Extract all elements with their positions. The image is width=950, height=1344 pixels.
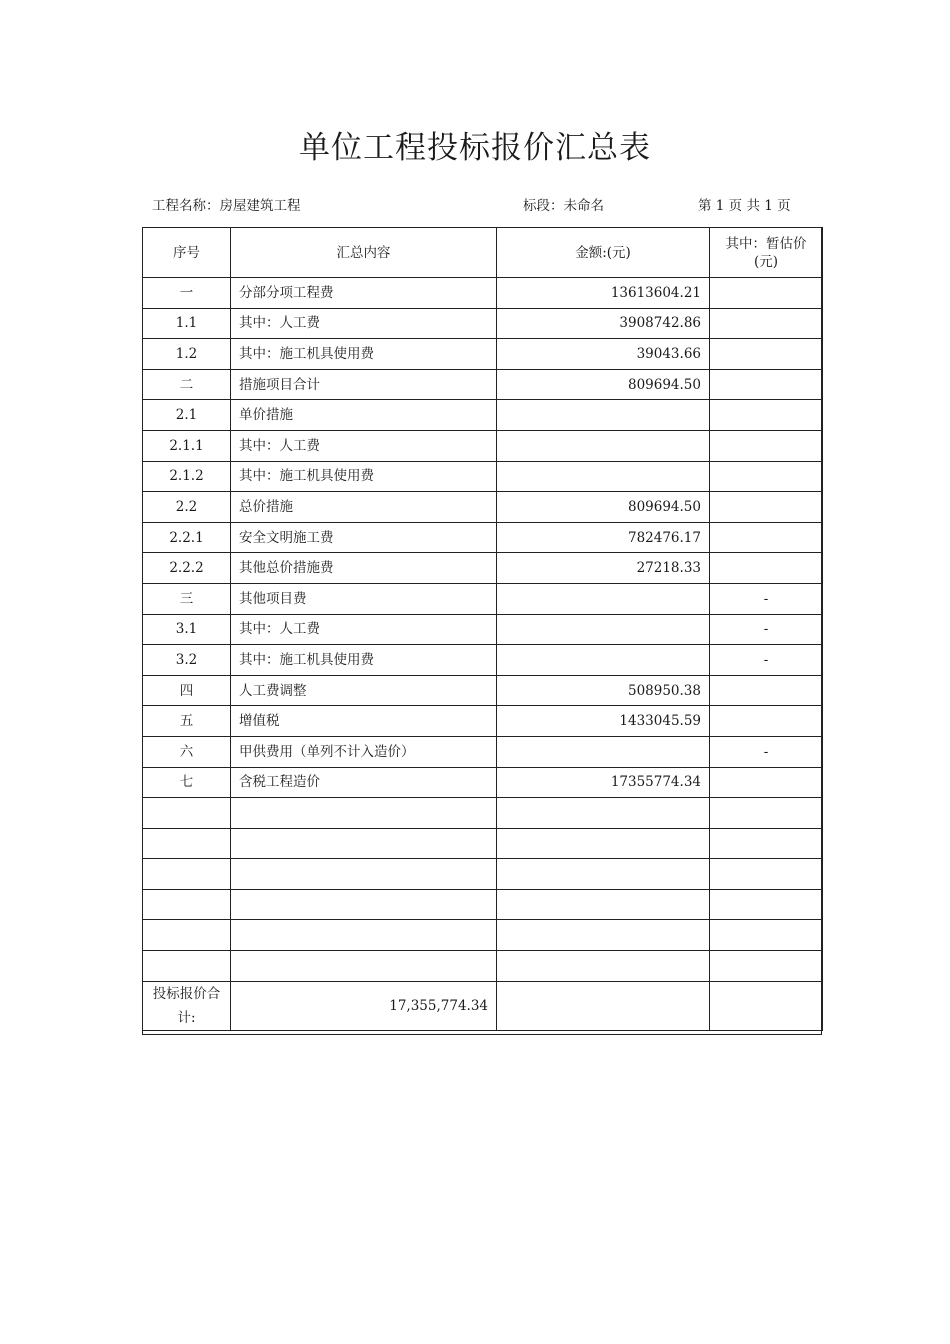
table-row: [143, 645, 823, 676]
cell-no: 六: [143, 736, 231, 767]
cell-amount: 17355774.34: [497, 767, 710, 798]
cell-provisional: [710, 920, 823, 951]
header-no: 序号: [143, 228, 231, 278]
cell-content: 其中：人工费: [231, 614, 497, 645]
cell-amount: 809694.50: [497, 369, 710, 400]
table-row: [143, 889, 823, 920]
header-provisional: 其中：暂估价(元): [710, 228, 823, 278]
table-row: [143, 461, 823, 492]
cell-no: 2.2.1: [143, 522, 231, 553]
cell-provisional: [710, 706, 823, 737]
cell-content: 增值税: [231, 706, 497, 737]
cell-content: 其中：人工费: [231, 308, 497, 339]
cell-provisional: [710, 951, 823, 982]
cell-content: [231, 951, 497, 982]
cell-content: 措施项目合计: [231, 369, 497, 400]
cell-amount: [497, 859, 710, 890]
cell-content: 总价措施: [231, 492, 497, 523]
table-row: [143, 308, 823, 339]
cell-provisional: [710, 522, 823, 553]
table-row: [143, 767, 823, 798]
cell-content: 分部分项工程费: [231, 278, 497, 309]
cell-provisional: [710, 798, 823, 829]
cell-amount: [497, 400, 710, 431]
project-name: 工程名称：房屋建筑工程: [152, 198, 301, 214]
table-row: [143, 828, 823, 859]
table-row: [143, 798, 823, 829]
document-title: 单位工程投标报价汇总表: [299, 130, 651, 166]
cell-no: 2.1.1: [143, 430, 231, 461]
cell-no: 1.1: [143, 308, 231, 339]
cell-amount: 1433045.59: [497, 706, 710, 737]
cell-amount: 3908742.86: [497, 308, 710, 339]
cell-provisional: [710, 859, 823, 890]
cell-provisional: [710, 278, 823, 309]
cell-provisional: [710, 308, 823, 339]
table-row: [143, 278, 823, 309]
table-row: [143, 920, 823, 951]
table-row: [143, 951, 823, 982]
cell-no: [143, 859, 231, 890]
cell-amount: 27218.33: [497, 553, 710, 584]
cell-no: [143, 798, 231, 829]
cell-provisional: [710, 553, 823, 584]
cell-amount: [497, 614, 710, 645]
header-amount: 金额:(元): [497, 228, 710, 278]
cell-no: 2.1: [143, 400, 231, 431]
cell-amount: [497, 736, 710, 767]
table-row: [143, 522, 823, 553]
summary-table: [142, 227, 823, 1031]
cell-amount: [497, 798, 710, 829]
cell-provisional: -: [710, 736, 823, 767]
table-row: [143, 736, 823, 767]
page-indicator: 第 1 页 共 1 页: [698, 198, 791, 214]
cell-content: [231, 798, 497, 829]
cell-content: 其中：施工机具使用费: [231, 645, 497, 676]
cell-no: 二: [143, 369, 231, 400]
cell-provisional: -: [710, 614, 823, 645]
cell-content: 单价措施: [231, 400, 497, 431]
cell-no: 3.2: [143, 645, 231, 676]
cell-content: 其他总价措施费: [231, 553, 497, 584]
total-empty-amount: [497, 981, 710, 1030]
cell-amount: [497, 430, 710, 461]
cell-content: [231, 828, 497, 859]
header-content: 汇总内容: [231, 228, 497, 278]
cell-content: [231, 859, 497, 890]
cell-provisional: [710, 492, 823, 523]
cell-amount: 39043.66: [497, 339, 710, 370]
cell-provisional: [710, 461, 823, 492]
table-row: [143, 675, 823, 706]
cell-provisional: [710, 430, 823, 461]
cell-no: 1.2: [143, 339, 231, 370]
cell-no: 2.2: [143, 492, 231, 523]
table-row: [143, 369, 823, 400]
cell-amount: 508950.38: [497, 675, 710, 706]
cell-amount: [497, 645, 710, 676]
cell-no: 三: [143, 583, 231, 614]
cell-no: [143, 951, 231, 982]
table-row: [143, 859, 823, 890]
table-row: [143, 430, 823, 461]
cell-content: 含税工程造价: [231, 767, 497, 798]
cell-content: 安全文明施工费: [231, 522, 497, 553]
cell-provisional: -: [710, 583, 823, 614]
cell-provisional: [710, 889, 823, 920]
cell-no: 2.2.2: [143, 553, 231, 584]
cell-amount: [497, 920, 710, 951]
cell-provisional: [710, 400, 823, 431]
cell-amount: 13613604.21: [497, 278, 710, 309]
cell-amount: 782476.17: [497, 522, 710, 553]
total-row: [143, 981, 823, 1030]
cell-amount: [497, 828, 710, 859]
cell-content: [231, 920, 497, 951]
cell-amount: [497, 889, 710, 920]
cell-no: [143, 889, 231, 920]
cell-provisional: [710, 675, 823, 706]
cell-provisional: [710, 339, 823, 370]
table-row: [143, 583, 823, 614]
cell-no: [143, 828, 231, 859]
table-row: [143, 400, 823, 431]
cell-no: [143, 920, 231, 951]
cell-amount: [497, 951, 710, 982]
cell-no: 五: [143, 706, 231, 737]
cell-provisional: -: [710, 645, 823, 676]
cell-content: 人工费调整: [231, 675, 497, 706]
cell-content: [231, 889, 497, 920]
table-row: [143, 706, 823, 737]
table-row: [143, 553, 823, 584]
total-value: 17,355,774.34: [231, 981, 497, 1030]
cell-no: 一: [143, 278, 231, 309]
cell-amount: [497, 583, 710, 614]
cell-content: 其中：施工机具使用费: [231, 339, 497, 370]
cell-no: 3.1: [143, 614, 231, 645]
cell-no: 2.1.2: [143, 461, 231, 492]
table-row: [143, 339, 823, 370]
cell-amount: [497, 461, 710, 492]
cell-no: 四: [143, 675, 231, 706]
table-header-row: [143, 228, 823, 278]
table-row: [143, 492, 823, 523]
total-label: 投标报价合计:: [143, 981, 231, 1030]
cell-content: 其中：人工费: [231, 430, 497, 461]
cell-amount: 809694.50: [497, 492, 710, 523]
cell-content: 其中：施工机具使用费: [231, 461, 497, 492]
total-empty-provisional: [710, 981, 823, 1030]
cell-no: 七: [143, 767, 231, 798]
section-name: 标段：未命名: [523, 198, 604, 214]
cell-provisional: [710, 828, 823, 859]
cell-provisional: [710, 767, 823, 798]
cell-provisional: [710, 369, 823, 400]
cell-content: 甲供费用（单列不计入造价）: [231, 736, 497, 767]
cell-content: 其他项目费: [231, 583, 497, 614]
table-row: [143, 614, 823, 645]
